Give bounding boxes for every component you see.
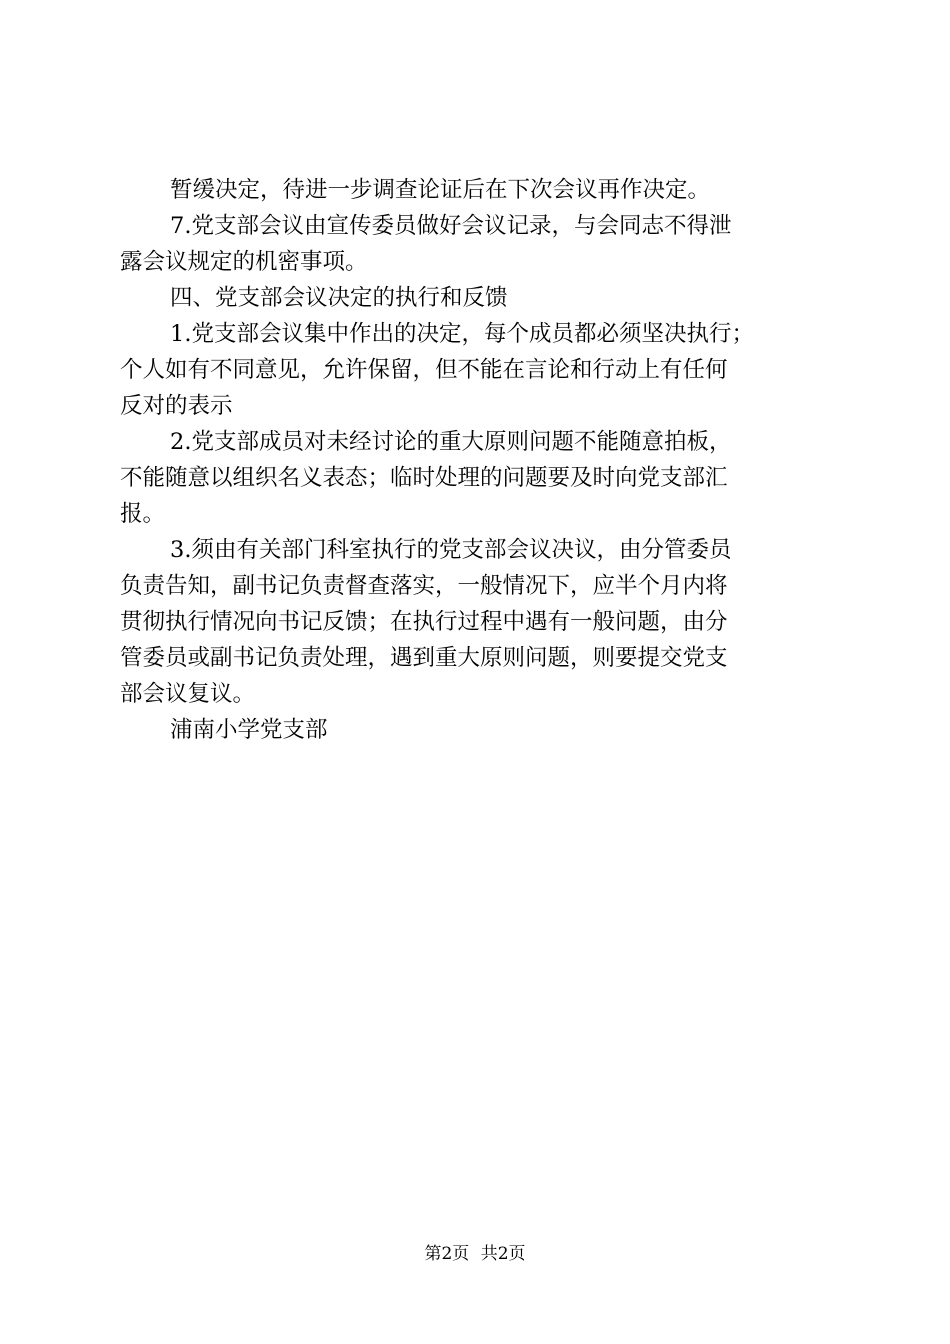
text-line: 反对的表示 <box>120 393 233 419</box>
text-line: 2.党支部成员对未经讨论的重大原则问题不能随意拍板， <box>170 429 732 455</box>
page-footer <box>0 1242 950 1266</box>
text-line: 3.须由有关部门科室执行的党支部会议决议，由分管委员 <box>170 537 732 563</box>
document-body <box>120 172 840 748</box>
page-number: 第2页 <box>424 1244 470 1264</box>
section-heading: 四、党支部会议决定的执行和反馈 <box>170 285 508 311</box>
text-line: 管委员或副书记负责处理，遇到重大原则问题，则要提交党支 <box>120 645 728 671</box>
text-line: 1.党支部会议集中作出的决定，每个成员都必须坚决执行； <box>170 321 754 347</box>
text-line: 负责告知，副书记负责督查落实，一般情况下，应半个月内将 <box>120 573 728 599</box>
text-line: 不能随意以组织名义表态；临时处理的问题要及时向党支部汇 <box>120 465 728 491</box>
text-line: 露会议规定的机密事项。 <box>120 249 368 275</box>
text-line: 部会议复议。 <box>120 681 256 707</box>
signature-line: 浦南小学党支部 <box>170 717 328 743</box>
page-total: 共2页 <box>480 1244 526 1264</box>
text-line: 个人如有不同意见，允许保留，但不能在言论和行动上有任何 <box>120 357 728 383</box>
text-line: 贯彻执行情况向书记反馈；在执行过程中遇有一般问题，由分 <box>120 609 728 635</box>
text-line: 7.党支部会议由宣传委员做好会议记录，与会同志不得泄 <box>170 213 732 239</box>
text-line: 暂缓决定，待进一步调查论证后在下次会议再作决定。 <box>170 177 711 203</box>
text-line: 报。 <box>120 501 166 527</box>
